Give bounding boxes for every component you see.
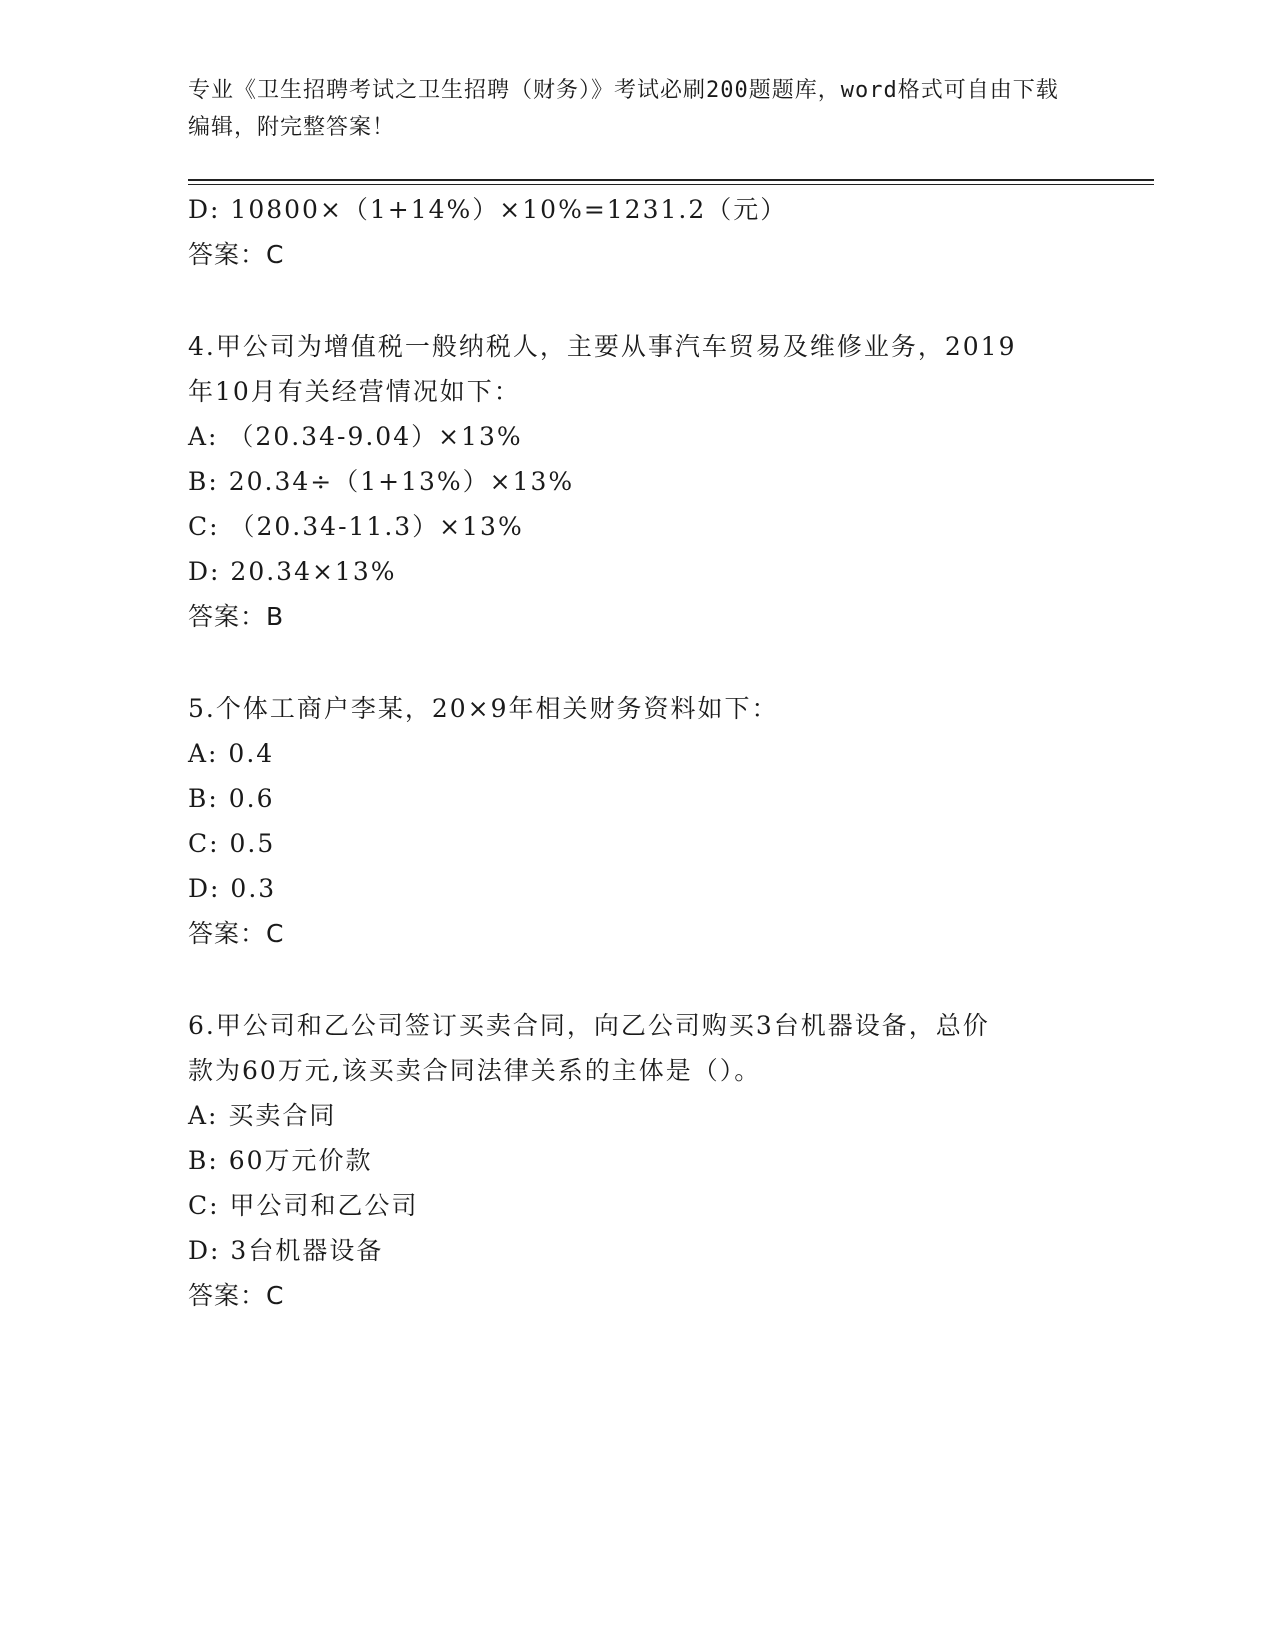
q5-answer: 答案：C (188, 919, 285, 948)
q6-option-d: D: 3台机器设备 (188, 1236, 384, 1265)
q5-stem-line1: 5.个体工商户李某，20×9年相关财务资料如下： (188, 694, 779, 723)
q4-stem-line1: 4.甲公司为增值税一般纳税人，主要从事汽车贸易及维修业务，2019 (188, 332, 1017, 361)
prev-option-d: D: 10800×（1+14%）×10%=1231.2（元） (188, 195, 788, 224)
header-rule-thin (188, 184, 1154, 185)
q6-option-c: C: 甲公司和乙公司 (188, 1191, 419, 1220)
q4-stem-line2: 年10月有关经营情况如下： (188, 377, 521, 406)
q6-stem-line2: 款为60万元,该买卖合同法律关系的主体是（）。 (188, 1056, 762, 1085)
q5-option-b: B: 0.6 (188, 784, 275, 813)
q4-option-c: C: （20.34-11.3）×13% (188, 512, 524, 541)
q6-option-b: B: 60万元价款 (188, 1146, 373, 1175)
q5-option-a: A: 0.4 (188, 739, 275, 768)
q4-option-b: B: 20.34÷（1+13%）×13% (188, 467, 575, 496)
q5-option-d: D: 0.3 (188, 874, 277, 903)
prev-answer: 答案：C (188, 240, 285, 269)
header-rule-thick (188, 179, 1154, 181)
q6-option-a: A: 买卖合同 (188, 1101, 337, 1130)
q4-option-a: A: （20.34-9.04）×13% (188, 422, 523, 451)
q4-answer: 答案：B (188, 602, 285, 631)
q6-answer: 答案：C (188, 1281, 285, 1310)
document-header: 专业《卫生招聘考试之卫生招聘（财务）》考试必刷200题题库，word格式可自由下载编辑，附完整答案！ (188, 78, 1059, 140)
q4-option-d: D: 20.34×13% (188, 557, 397, 586)
q6-stem-line1: 6.甲公司和乙公司签订买卖合同，向乙公司购买3台机器设备，总价 (188, 1011, 990, 1040)
q5-option-c: C: 0.5 (188, 829, 276, 858)
